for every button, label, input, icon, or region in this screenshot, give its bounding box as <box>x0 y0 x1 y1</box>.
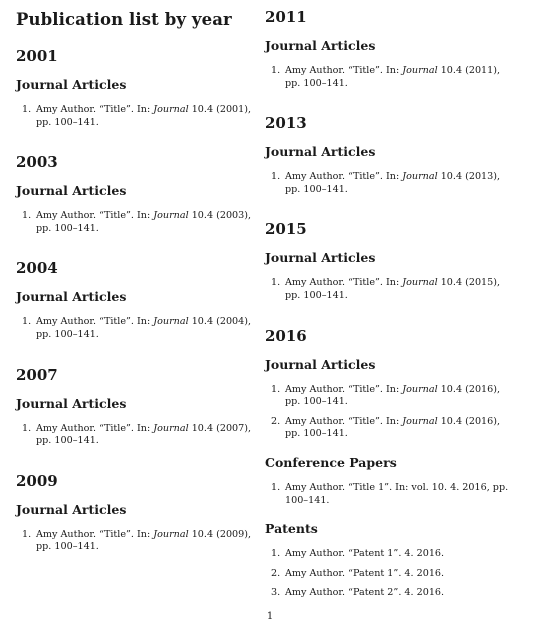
entry-text <box>36 210 251 234</box>
list-item <box>265 568 510 581</box>
entry-journal: Journal <box>153 528 189 540</box>
entry-journal: Journal <box>402 277 438 289</box>
entry-prefix: Amy Author. “Title”. In: <box>285 171 403 183</box>
entry-list <box>265 277 510 302</box>
entry-suffix: 10.4 (2013), pp. 100–141. <box>285 171 501 195</box>
section-heading: Conference Papers <box>265 454 397 470</box>
year-block-2007 <box>16 366 256 448</box>
entry-text <box>285 416 500 440</box>
year-heading: 2004 <box>16 259 58 278</box>
entry-prefix: Amy Author. “Title”. In: <box>36 104 154 115</box>
entry-suffix: 10.4 (2015), pp. 100–141. <box>285 277 501 301</box>
entry-prefix: Amy Author. “Title”. In: <box>36 528 154 540</box>
section-heading: Journal Articles <box>16 289 127 305</box>
section-heading: Journal Articles <box>265 250 376 266</box>
list-item <box>16 316 256 341</box>
list-item <box>265 171 510 196</box>
entry-text <box>285 384 500 408</box>
year-block-2015 <box>265 220 510 302</box>
section-heading: Journal Articles <box>16 183 127 199</box>
entry-suffix: 10.4 (2007), pp. 100–141. <box>36 422 252 447</box>
entry-prefix: Amy Author. “Title”. In: <box>285 277 403 289</box>
section-heading: Patents <box>265 521 318 537</box>
left-column <box>16 8 256 578</box>
entry-text: Amy Author. “Patent 1”. 4. 2016. <box>285 548 445 560</box>
right-column <box>265 8 510 624</box>
entry-prefix: Amy Author. “Title”. In: <box>285 383 403 395</box>
entry-text <box>285 65 500 89</box>
entry-prefix: Amy Author. “Title”. In: <box>36 422 154 434</box>
entry-list <box>16 316 256 341</box>
section-heading: Journal Articles <box>16 395 127 411</box>
entry-number: 1. <box>22 422 32 434</box>
entry-number: 1. <box>22 104 32 115</box>
entry-text <box>36 316 251 340</box>
entry-journal: Journal <box>402 65 438 76</box>
entry-journal: Journal <box>153 210 189 222</box>
entry-suffix: 10.4 (2016), pp. 100–141. <box>285 415 501 440</box>
year-heading: 2013 <box>265 114 307 133</box>
patents-block <box>265 521 510 600</box>
list-item <box>265 384 510 409</box>
entry-text <box>285 277 500 301</box>
entry-prefix: Amy Author. “Title”. In: <box>36 316 154 328</box>
year-block-2004 <box>16 259 256 341</box>
entry-journal: Journal <box>402 415 438 427</box>
entry-prefix: Amy Author. “Title”. In: <box>36 210 154 222</box>
entry-number: 1. <box>271 481 281 493</box>
section-heading: Journal Articles <box>265 144 376 160</box>
entry-number: 1. <box>271 383 281 395</box>
entry-text <box>36 104 251 128</box>
year-block-2001 <box>16 47 256 129</box>
entry-text <box>36 529 251 553</box>
list-item <box>265 65 510 90</box>
year-heading: 2007 <box>16 365 58 384</box>
list-item <box>265 548 510 561</box>
year-block-2013 <box>265 114 510 196</box>
year-heading: 2009 <box>16 471 58 490</box>
document-title: Publication list by year <box>16 10 232 29</box>
entry-suffix: 10.4 (2009), pp. 100–141. <box>36 528 252 553</box>
list-item <box>16 104 256 129</box>
entry-list <box>265 384 510 441</box>
entry-prefix: Amy Author. “Title”. In: <box>285 415 403 427</box>
section-heading: Journal Articles <box>265 38 376 53</box>
entry-text: Amy Author. “Title 1”. In: vol. 10. 4. 2016, pp. 100–141. <box>285 481 509 506</box>
entry-number: 1. <box>271 277 281 289</box>
list-item <box>265 482 510 507</box>
entry-prefix: Amy Author. “Title”. In: <box>285 65 403 76</box>
journal-articles-block <box>265 357 510 441</box>
entry-text <box>36 423 251 447</box>
entry-list <box>16 529 256 554</box>
year-block-2016 <box>265 327 510 600</box>
entry-list <box>16 423 256 448</box>
entry-list <box>265 548 510 600</box>
entry-suffix: 10.4 (2011), pp. 100–141. <box>285 65 501 89</box>
entry-number: 1. <box>22 316 32 328</box>
entry-journal: Journal <box>153 104 189 115</box>
entry-journal: Journal <box>153 422 189 434</box>
entry-list <box>265 171 510 196</box>
list-item <box>16 210 256 235</box>
list-item <box>16 529 256 554</box>
list-item <box>16 423 256 448</box>
entry-text <box>285 171 500 195</box>
section-heading: Journal Articles <box>16 77 127 92</box>
entry-number: 1. <box>271 65 281 76</box>
entry-suffix: 10.4 (2016), pp. 100–141. <box>285 383 501 408</box>
section-heading: Journal Articles <box>16 501 127 517</box>
year-heading: 2001 <box>16 47 58 65</box>
year-block-2003 <box>16 153 256 235</box>
entry-suffix: 10.4 (2003), pp. 100–141. <box>36 210 252 234</box>
list-item <box>265 587 510 600</box>
section-heading: Journal Articles <box>265 356 376 372</box>
entry-list <box>265 482 510 507</box>
list-item <box>265 277 510 302</box>
entry-suffix: 10.4 (2004), pp. 100–141. <box>36 316 252 340</box>
year-block-2011 <box>265 8 510 90</box>
entry-journal: Journal <box>402 171 438 183</box>
year-heading: 2003 <box>16 153 58 172</box>
entry-list <box>265 65 510 90</box>
year-block-2009 <box>16 472 256 554</box>
conference-papers-block <box>265 455 510 507</box>
year-heading: 2016 <box>265 326 307 345</box>
year-heading: 2011 <box>265 8 307 26</box>
entry-number: 1. <box>271 171 281 183</box>
entry-suffix: 10.4 (2001), pp. 100–141. <box>36 104 252 128</box>
entry-number: 1. <box>22 210 32 222</box>
entry-number: 2. <box>271 415 281 427</box>
entry-number: 1. <box>271 548 281 560</box>
entry-journal: Journal <box>153 316 189 328</box>
entry-text: Amy Author. “Patent 2”. 4. 2016. <box>285 587 445 599</box>
entry-number: 2. <box>271 567 281 579</box>
list-item <box>265 416 510 441</box>
entry-list <box>16 104 256 129</box>
page-number: 1 <box>266 611 274 622</box>
year-heading: 2015 <box>265 220 307 239</box>
entry-number: 3. <box>271 587 281 599</box>
entry-text: Amy Author. “Patent 1”. 4. 2016. <box>285 567 445 579</box>
entry-list <box>16 210 256 235</box>
entry-number: 1. <box>22 528 32 540</box>
entry-journal: Journal <box>402 383 438 395</box>
